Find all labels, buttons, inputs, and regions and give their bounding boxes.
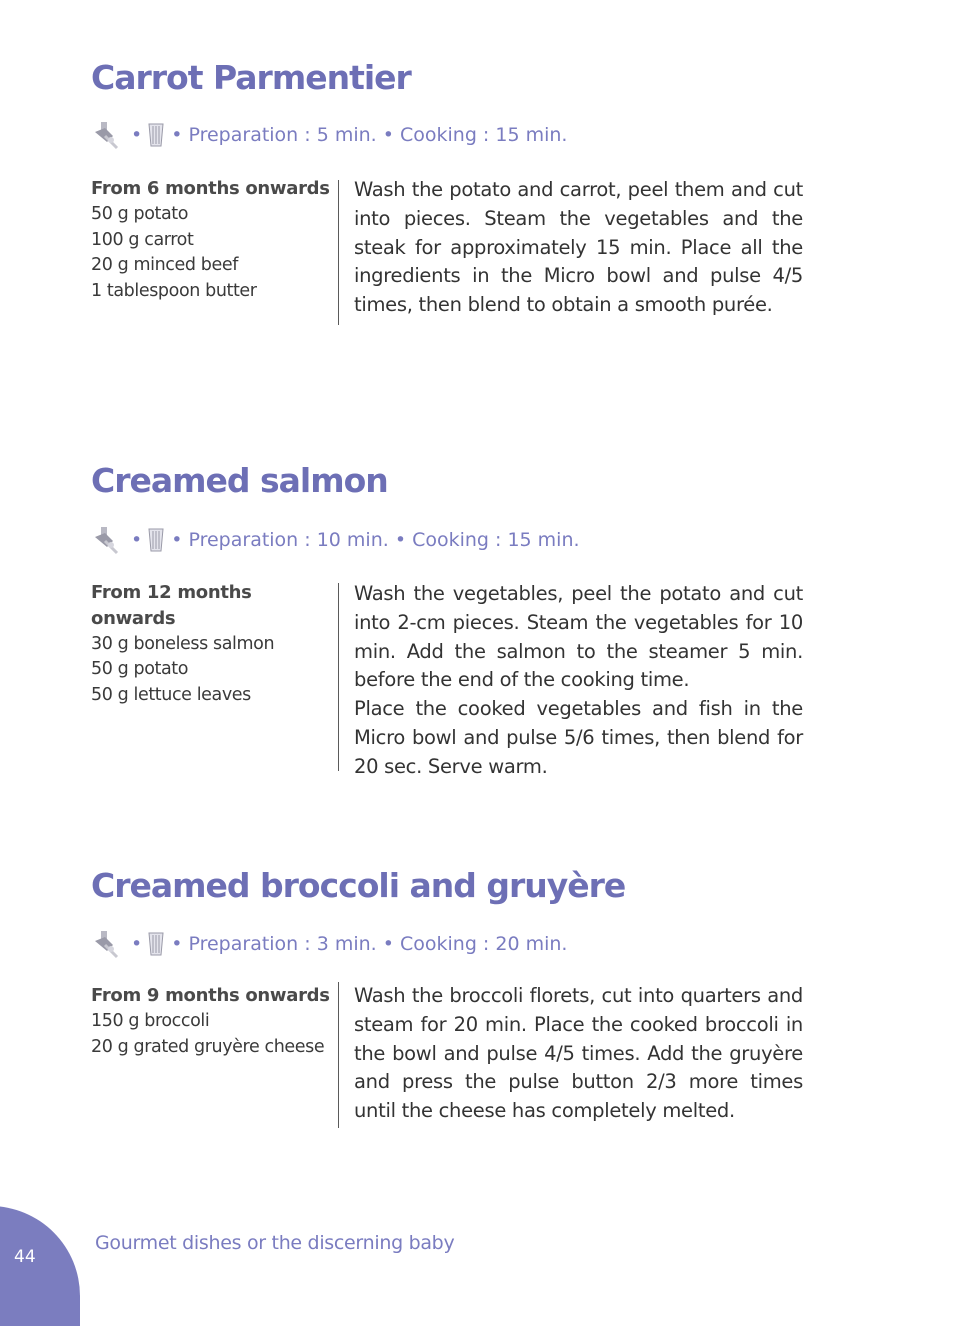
age-label: From 9 months onwards <box>91 985 330 1006</box>
blender-icon <box>91 118 129 152</box>
column-divider <box>338 180 339 325</box>
steamer-icon <box>145 523 167 557</box>
recipe-title: Creamed salmon <box>91 461 388 500</box>
ingredient-item: 1 tablespoon butter <box>91 281 257 302</box>
ingredients-list <box>91 983 331 1060</box>
column-divider <box>338 982 339 1128</box>
section-title: Gourmet dishes or the discerning baby <box>95 1232 455 1254</box>
method-paragraph: Wash the vegetables, peel the potato and cut into 2-cm pieces. Steam the vegetables for 10 min. Add the salmon to the steamer 5 min. before the end of the cooking time. <box>354 582 803 692</box>
age-label: From 6 months onwards <box>91 178 330 199</box>
timing-text: • Preparation : 10 min. • Cooking : 15 min. <box>171 529 580 551</box>
method-paragraph: Place the cooked vegetables and fish in the Micro bowl and pulse 5/6 times, then blend for 20 sec. Serve warm. <box>354 697 803 778</box>
recipe-title: Creamed broccoli and gruyère <box>91 866 626 905</box>
ingredients-list <box>91 580 331 709</box>
bullet: • <box>131 529 143 551</box>
method-paragraph: Wash the broccoli florets, cut into quarters and steam for 20 min. Place the cooked broccoli in the bowl and pulse 4/5 times. Add the gruyère and press the pulse button 2/3 more times until the cheese has completely melted. <box>354 984 803 1123</box>
ingredient-item: 50 g lettuce leaves <box>91 685 251 706</box>
steamer-icon <box>145 927 167 961</box>
bullet: • <box>131 933 143 955</box>
ingredient-item: 50 g potato <box>91 659 189 680</box>
age-label: From 12 months onwards <box>91 582 252 629</box>
column-divider <box>338 583 339 771</box>
ingredient-item: 50 g potato <box>91 203 189 224</box>
method-text <box>354 982 803 1126</box>
method-paragraph: Wash the potato and carrot, peel them and cut into pieces. Steam the vegetables and the steak for approximately 15 min. Place all the ingredients in the Micro bowl and pulse 4/5 times, then blend to obtain a smooth purée. <box>354 178 803 317</box>
timing-text: • Preparation : 3 min. • Cooking : 20 min. <box>171 933 568 955</box>
timing-text: • Preparation : 5 min. • Cooking : 15 min. <box>171 124 568 146</box>
ingredient-item: 100 g carrot <box>91 229 194 250</box>
ingredient-item: 20 g grated gruyère cheese <box>91 1036 325 1057</box>
ingredients-list <box>91 176 331 305</box>
recipe-timing <box>91 118 567 152</box>
method-text <box>354 176 803 320</box>
method-text <box>354 580 803 782</box>
recipe-title: Carrot Parmentier <box>91 58 411 97</box>
bullet: • <box>131 124 143 146</box>
page-number: 44 <box>14 1247 36 1267</box>
page-tab <box>0 1206 80 1326</box>
ingredient-item: 20 g minced beef <box>91 255 238 276</box>
steamer-icon <box>145 118 167 152</box>
recipe-timing <box>91 523 580 557</box>
ingredient-item: 30 g boneless salmon <box>91 633 275 654</box>
ingredient-item: 150 g broccoli <box>91 1010 210 1031</box>
recipe-timing <box>91 927 567 961</box>
blender-icon <box>91 927 129 961</box>
blender-icon <box>91 523 129 557</box>
